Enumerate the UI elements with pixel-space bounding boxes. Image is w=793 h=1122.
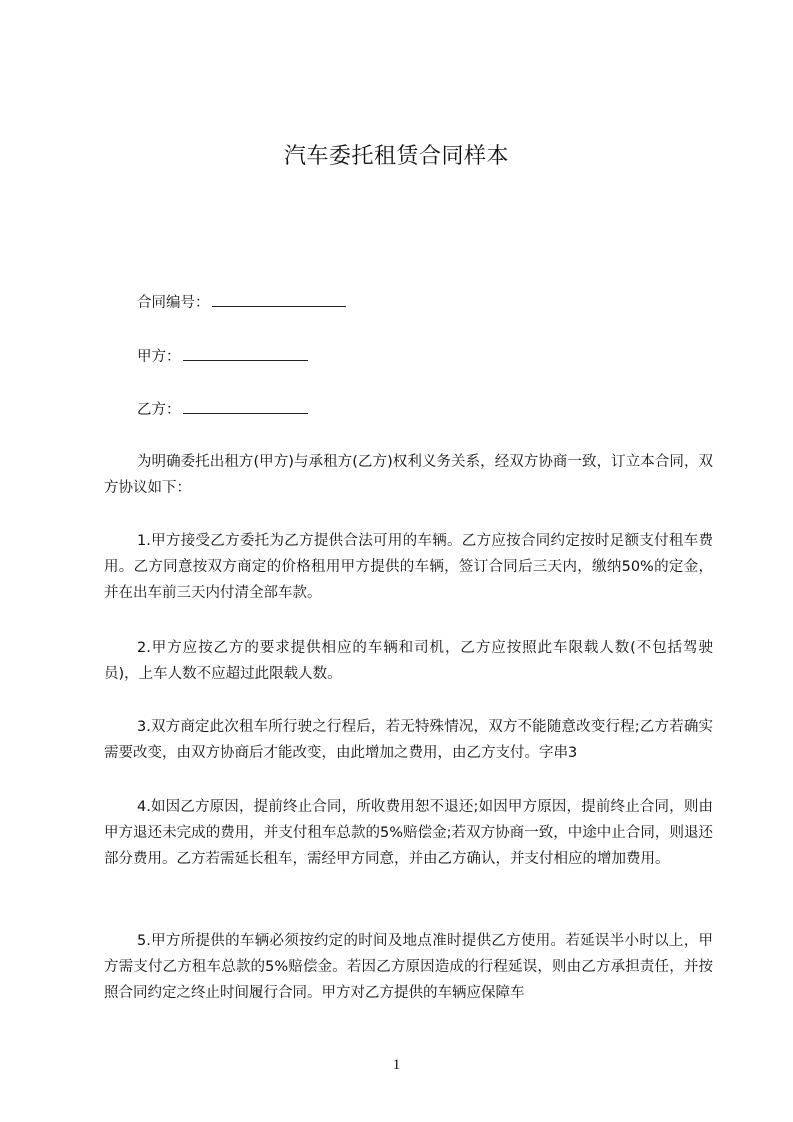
contract-number-label: 合同编号： [137, 295, 210, 311]
party-a-label: 甲方： [137, 349, 181, 365]
party-b-label: 乙方： [137, 402, 181, 418]
intro-paragraph: 为明确委托出租方(甲方)与承租方(乙方)权利义务关系，经双方协商一致，订立本合同，双方协议如下： [104, 454, 713, 496]
clause-3: 3.双方商定此次租车所行驶之行程后，若无特殊情况，双方不能随意改变行程;乙方若确实需要改变，由双方协商后才能改变，由此增加之费用，由乙方支付。字串3 [104, 719, 713, 761]
contract-number-field [137, 291, 346, 313]
contract-number-blank [212, 291, 346, 307]
party-a-field [137, 345, 308, 367]
clause-1: 1.甲方接受乙方委托为乙方提供合法可用的车辆。乙方应按合同约定按时足额支付租车费用。乙方同意按双方商定的价格租用甲方提供的车辆，签订合同后三天内，缴纳50%的定金，并在出车前三天内付清全部车款。 [104, 533, 713, 601]
party-b-blank [183, 398, 308, 414]
document-title: 汽车委托租赁合同样本 [283, 144, 509, 169]
clause-2: 2.甲方应按乙方的要求提供相应的车辆和司机，乙方应按照此车限载人数(不包括驾驶员)，上车人数不应超过此限载人数。 [104, 640, 713, 682]
clause-5: 5.甲方所提供的车辆必须按约定的时间及地点准时提供乙方使用。若延误半小时以上，甲方需支付乙方租车总款的5%赔偿金。若因乙方原因造成的行程延误，则由乙方承担责任，并按照合同约定之终止时间履行合同。甲方对乙方提供的车辆应保障车 [104, 933, 713, 1001]
page-number: 1 [392, 1057, 401, 1073]
clause-4: 4.如因乙方原因，提前终止合同，所收费用恕不退还;如因甲方原因，提前终止合同，则由甲方退还未完成的费用，并支付租车总款的5%赔偿金;若双方协商一致，中途中止合同，则退还部分费用。乙方若需延长租车，需经甲方同意，并由乙方确认，并支付相应的增加费用。 [104, 799, 713, 867]
party-a-blank [183, 345, 308, 361]
party-b-field [137, 398, 308, 420]
